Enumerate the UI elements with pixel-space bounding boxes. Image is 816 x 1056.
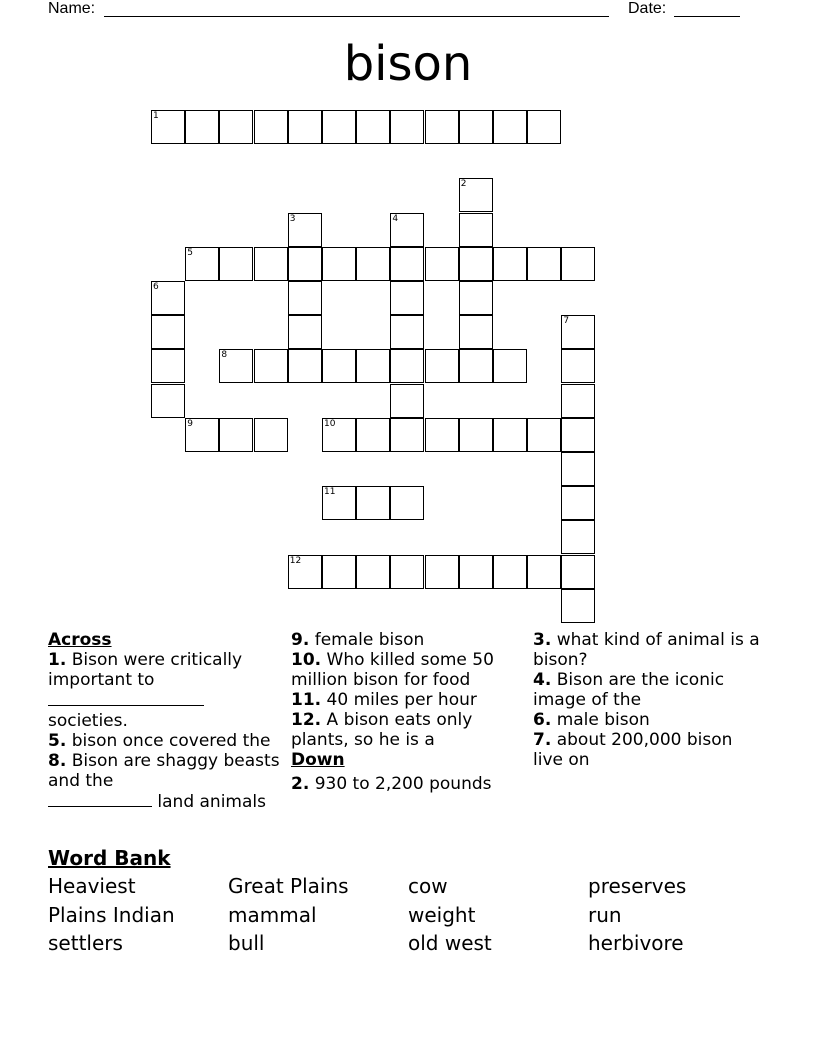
clue-text: 40 miles per hour	[326, 690, 477, 710]
clue-number: 10.	[291, 650, 322, 670]
grid-cell[interactable]	[356, 486, 390, 520]
clue-down-6	[533, 710, 763, 730]
clue-across-5	[48, 731, 280, 751]
grid-cell[interactable]	[390, 281, 424, 315]
grid-cell[interactable]	[288, 349, 322, 383]
clue-text: female bison	[314, 630, 425, 650]
grid-cell[interactable]	[561, 418, 595, 452]
clue-text: what kind of animal is a bison?	[533, 630, 760, 670]
clue-number: 4.	[533, 670, 552, 690]
grid-cell[interactable]	[493, 110, 527, 144]
grid-cell[interactable]	[185, 418, 219, 452]
clue-down-2	[291, 774, 516, 794]
grid-cell[interactable]	[493, 349, 527, 383]
grid-cell[interactable]	[356, 418, 390, 452]
grid-cell[interactable]	[254, 247, 288, 281]
grid-cell[interactable]	[561, 315, 595, 349]
grid-cell[interactable]	[425, 555, 459, 589]
grid-cell[interactable]	[390, 247, 424, 281]
grid-cell[interactable]	[459, 178, 493, 212]
page-title: bison	[343, 36, 473, 92]
clues-column-3	[533, 630, 763, 770]
grid-cell[interactable]	[390, 418, 424, 452]
grid-cell[interactable]	[356, 110, 390, 144]
grid-cell[interactable]	[322, 247, 356, 281]
clue-number-label: 4	[392, 213, 399, 224]
grid-cell[interactable]	[561, 520, 595, 554]
word-bank-word: herbivore	[588, 931, 684, 955]
across-heading: Across	[48, 630, 112, 650]
grid-cell[interactable]	[254, 418, 288, 452]
clue-down-4	[533, 670, 763, 710]
clue-number: 3.	[533, 630, 552, 650]
grid-cell[interactable]	[459, 418, 493, 452]
grid-cell[interactable]	[322, 418, 356, 452]
clue-number: 1.	[48, 650, 67, 670]
clue-number-label: 10	[324, 418, 336, 429]
grid-cell[interactable]	[561, 247, 595, 281]
clue-number-label: 12	[289, 555, 302, 566]
word-bank-word: Heaviest	[48, 874, 136, 898]
grid-cell[interactable]	[390, 315, 424, 349]
grid-cell[interactable]	[219, 418, 253, 452]
grid-cell[interactable]	[527, 247, 561, 281]
clue-text: 930 to 2,200 pounds	[314, 774, 492, 794]
clue-number-label: 8	[221, 350, 228, 361]
grid-cell[interactable]	[425, 418, 459, 452]
grid-cell[interactable]	[356, 555, 390, 589]
grid-cell[interactable]	[425, 349, 459, 383]
grid-cell[interactable]	[390, 384, 424, 418]
grid-cell[interactable]	[288, 315, 322, 349]
clue-text-after: societies.	[48, 711, 128, 731]
clue-text: male bison	[556, 710, 650, 730]
clue-down-3	[533, 630, 763, 670]
grid-cell[interactable]	[561, 452, 595, 486]
clue-down-7	[533, 730, 763, 770]
grid-cell[interactable]	[356, 247, 390, 281]
grid-cell[interactable]	[561, 349, 595, 383]
grid-cell[interactable]	[219, 247, 253, 281]
clue-number-label: 3	[289, 213, 296, 224]
word-bank-word: Great Plains	[228, 874, 349, 898]
clue-across-11	[291, 690, 516, 710]
grid-cell[interactable]	[254, 110, 288, 144]
clue-text: Bison are shaggy beasts and the	[48, 751, 280, 791]
clue-number: 2.	[291, 774, 310, 794]
grid-cell[interactable]	[254, 349, 288, 383]
clue-across-10	[291, 650, 516, 690]
grid-cell[interactable]	[322, 349, 356, 383]
grid-cell[interactable]	[288, 247, 322, 281]
clue-number-label: 11	[324, 487, 336, 498]
grid-cell[interactable]	[322, 110, 356, 144]
clue-number: 5.	[48, 731, 67, 751]
clue-text: A bison eats only plants, so he is a	[291, 710, 473, 750]
clue-across-12	[291, 710, 516, 750]
grid-cell[interactable]	[561, 555, 595, 589]
grid-cell[interactable]	[219, 110, 253, 144]
word-bank-title: Word Bank	[48, 846, 171, 870]
clue-across-8	[48, 751, 280, 812]
clue-number-label: 9	[187, 418, 193, 429]
clue-text: Bison were critically important to	[48, 650, 243, 690]
grid-cell[interactable]	[390, 555, 424, 589]
clue-number: 12.	[291, 710, 322, 730]
word-bank-word: settlers	[48, 931, 123, 955]
clue-number-label: 2	[460, 179, 467, 190]
grid-cell[interactable]	[322, 486, 356, 520]
word-bank-word: mammal	[228, 903, 317, 927]
grid-cell[interactable]	[561, 384, 595, 418]
grid-cell[interactable]	[561, 486, 595, 520]
date-label: Date:	[628, 0, 667, 17]
clue-number: 11.	[291, 690, 322, 710]
clue-number: 8.	[48, 751, 67, 771]
grid-cell[interactable]	[288, 110, 322, 144]
clue-number-label: 7	[563, 316, 570, 327]
grid-cell[interactable]	[425, 247, 459, 281]
grid-cell[interactable]	[425, 110, 459, 144]
grid-cell[interactable]	[390, 110, 424, 144]
answer-blank	[48, 791, 152, 807]
clue-text: about 200,000 bison live on	[533, 730, 733, 770]
grid-cell[interactable]	[151, 315, 185, 349]
grid-cell[interactable]	[527, 418, 561, 452]
grid-cell[interactable]	[390, 486, 424, 520]
grid-cell[interactable]	[561, 589, 595, 623]
clue-across-1	[48, 650, 280, 731]
clue-text: bison once covered the	[71, 731, 271, 751]
clue-number: 9.	[291, 630, 310, 650]
grid-cell[interactable]	[288, 213, 322, 247]
grid-cell[interactable]	[459, 213, 493, 247]
grid-cell[interactable]	[322, 555, 356, 589]
clue-number-label: 5	[187, 247, 193, 258]
clue-text: Who killed some 50 million bison for food	[291, 650, 494, 690]
grid-cell[interactable]	[493, 555, 527, 589]
clue-number-label: 6	[153, 282, 159, 292]
grid-cell[interactable]	[459, 349, 493, 383]
clue-number: 6.	[533, 710, 552, 730]
clue-text-after: land animals	[157, 792, 266, 812]
grid-cell[interactable]	[356, 349, 390, 383]
clue-number-label: 1	[153, 111, 159, 121]
clues-column-2	[291, 630, 516, 794]
grid-cell[interactable]	[527, 110, 561, 144]
word-bank-word: bull	[228, 931, 265, 955]
word-bank-word: cow	[408, 874, 448, 898]
grid-cell[interactable]	[151, 384, 185, 418]
word-bank-word: weight	[408, 903, 476, 927]
word-bank-word: preserves	[588, 874, 687, 898]
grid-cell[interactable]	[459, 247, 493, 281]
grid-cell[interactable]	[390, 349, 424, 383]
grid-cell[interactable]	[219, 349, 253, 383]
grid-cell[interactable]	[493, 247, 527, 281]
clue-across-9	[291, 630, 516, 650]
down-heading: Down	[291, 750, 345, 770]
grid-cell[interactable]	[527, 555, 561, 589]
grid-cell[interactable]	[185, 247, 219, 281]
word-bank-word: run	[588, 903, 622, 927]
grid-cell[interactable]	[151, 110, 185, 144]
grid-cell[interactable]	[185, 110, 219, 144]
name-label: Name:	[48, 0, 96, 17]
grid-cell[interactable]	[459, 281, 493, 315]
grid-cell[interactable]	[459, 555, 493, 589]
grid-cell[interactable]	[493, 418, 527, 452]
grid-cell[interactable]	[151, 281, 185, 315]
grid-cell[interactable]	[288, 555, 322, 589]
word-bank-word: old west	[408, 931, 492, 955]
grid-cell[interactable]	[390, 213, 424, 247]
grid-cell[interactable]	[459, 110, 493, 144]
clues-column-1	[48, 630, 280, 812]
grid-cell[interactable]	[288, 281, 322, 315]
word-bank-word: Plains Indian	[48, 903, 175, 927]
clue-text: Bison are the iconic image of the	[533, 670, 725, 710]
answer-blank	[48, 690, 204, 706]
grid-cell[interactable]	[459, 315, 493, 349]
clue-number: 7.	[533, 730, 552, 750]
grid-cell[interactable]	[151, 349, 185, 383]
